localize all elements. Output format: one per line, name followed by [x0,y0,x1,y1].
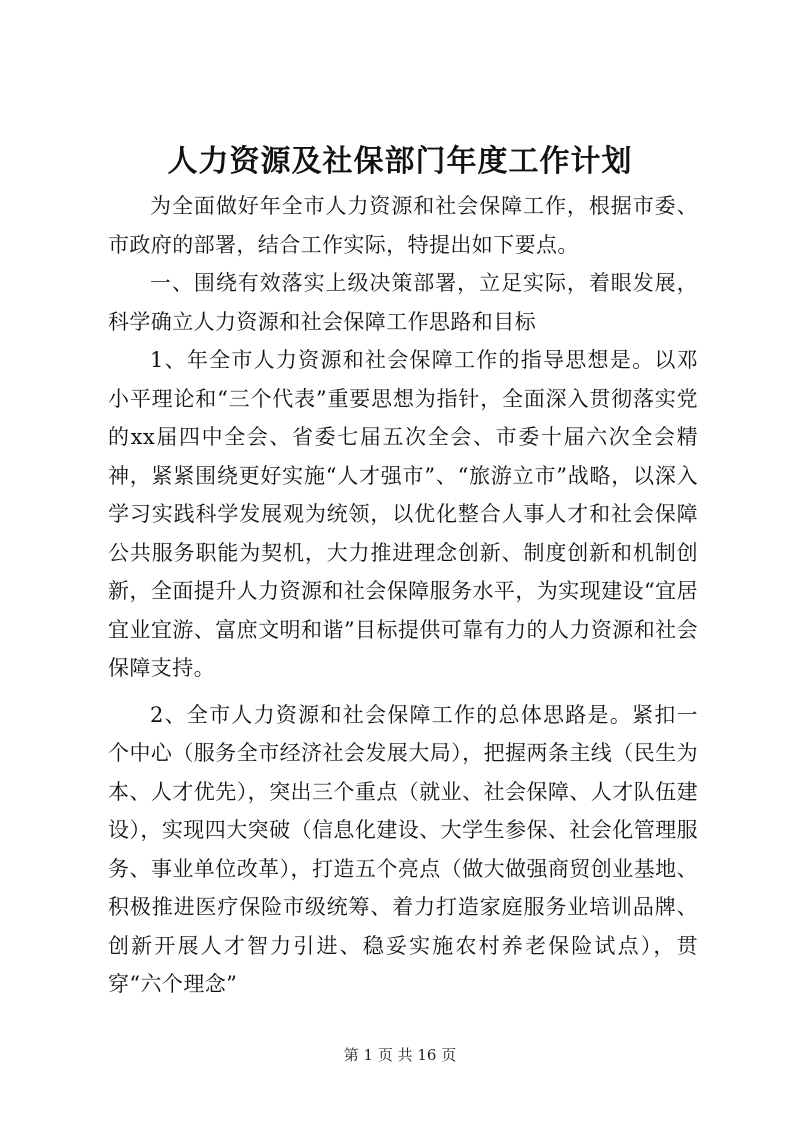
page-footer: 第 1 页 共 16 页 [343,1046,457,1064]
document-title: 人力资源及社保部门年度工作计划 [167,144,633,179]
paragraph-overall-approach: 2、全市人力资源和社会保障工作的总体思路是。紧扣一个中心（服务全市经济社会发展大局），把握两条主线（民生为本、人才优先），突出三个重点（就业、社会保障、人才队伍建设），实现四大突破（信息化建设、大学生参保、社会化管理服务、事业单位改革），打造五个亮点（做大做强商贸创业基地、积极推进医疗保险市级统筹、着力打造家庭服务业培训品牌、创新开展人才智力引进、稳妥实施农村养老保险试点），贯穿“六个理念” [108,702,698,996]
document-body [108,187,698,1004]
paragraph-section-one-heading: 一、围绕有效落实上级决策部署，立足实际，着眼发展，科学确立人力资源和社会保障工作思路和目标 [108,271,698,334]
paragraph-intro: 为全面做好年全市人力资源和社会保障工作，根据市委、市政府的部署，结合工作实际，特提出如下要点。 [108,194,698,257]
paragraph-guiding-ideology: 1、年全市人力资源和社会保障工作的指导思想是。以邓小平理论和“三个代表”重要思想为指针，全面深入贯彻落实党的xx届四中全会、省委七届五次全会、市委十届六次全会精神，紧紧围绕更好实施“人才强市”、“旅游立市”战略，以深入学习实践科学发展观为统领，以优化整合人事人才和社会保障公共服务职能为契机，大力推进理念创新、制度创新和机制创新，全面提升人力资源和社会保障服务水平，为实现建设“宜居宜业宜游、富庶文明和谐”目标提供可靠有力的人力资源和社会保障支持。 [108,348,698,680]
